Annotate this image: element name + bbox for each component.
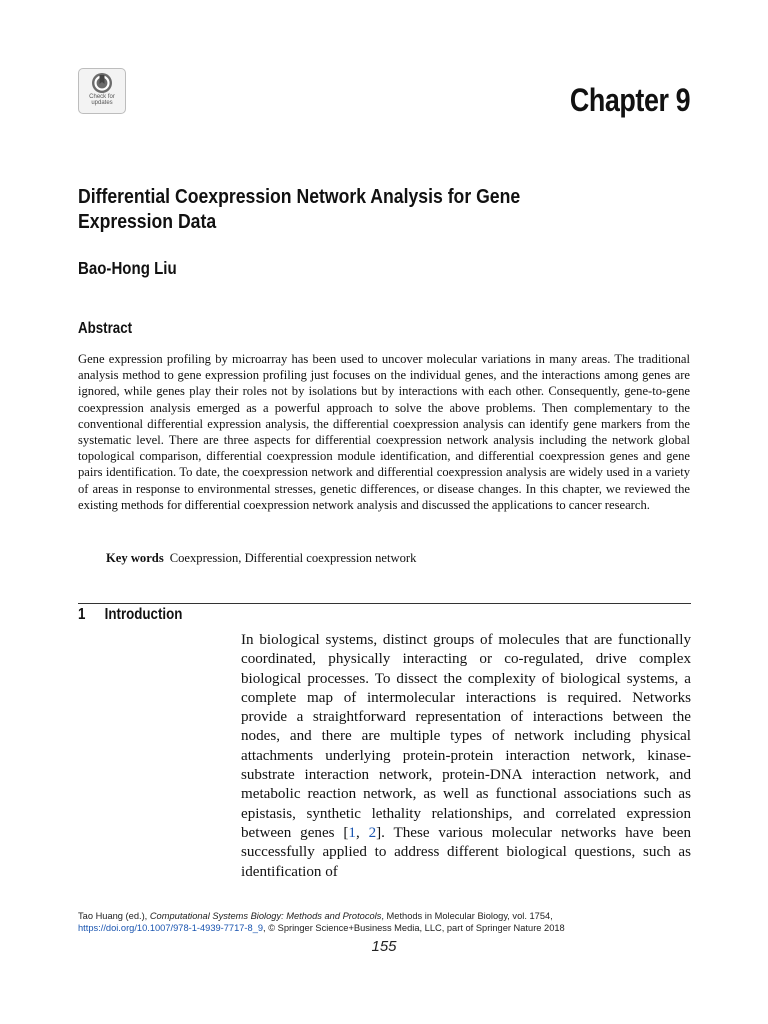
- footnote-line1: [78, 910, 698, 922]
- abstract-heading: Abstract: [78, 320, 133, 337]
- badge-label-line1: Check for: [89, 94, 115, 100]
- footnote-series: , Methods in Molecular Biology, vol. 1754,: [381, 911, 553, 921]
- citation-separator: ,: [355, 824, 369, 841]
- footnote-editor: Tao Huang (ed.),: [78, 911, 150, 921]
- abstract-text: Gene expression profiling by microarray has been used to uncover molecular variations in many areas. The traditional analysis method to gene expression profiling just focuses on the individual genes, and the interactions among genes are ignored, while genes play their roles not by isolations but by interactions with each other. Consequently, gene-to-gene coexpression analysis emerged as a powerful approach to solve the above problems. Then complementary to the conventional differential expression analysis, the differential coexpression analysis can identify gene markers from the systematic level. There are three aspects for differential coexpression network analysis including the network global topological comparison, differential coexpression module identification, and differential coexpression genes and gene pairs identification. To date, the coexpression network and differential coexpression analysis are widely used in a variety of areas in response to environmental stresses, genetic differences, or disease changes. In this chapter, we reviewed the existing methods for differential coexpression network analysis and discussed the applications to cancer research.: [78, 352, 690, 512]
- footnote-copyright: , © Springer Science+Business Media, LLC, part of Springer Nature 2018: [263, 923, 565, 933]
- page-number: 155: [371, 938, 397, 955]
- footnote-line2: [78, 922, 698, 934]
- section-number: 1: [78, 606, 86, 623]
- check-for-updates-badge[interactable]: [78, 68, 126, 114]
- section-title: Introduction: [104, 606, 183, 623]
- keywords-label: Key words: [106, 551, 164, 565]
- intro-text-after: ]. These various molecular networks have been successfully applied to address different biological questions, such as identification of: [241, 824, 691, 880]
- chapter-label: Chapter 9: [569, 82, 690, 118]
- intro-text-before: In biological systems, distinct groups of molecules that are functionally coordinated, physically interacting or co-regulated, drive complex biological processes. To dissect the complexity of biological systems, a complete map of intermolecular interactions is required. Networks provide a straightforward representation of interactions between the nodes, and there are multiple types of network including physical attachments underlying protein-protein interaction network, kinase-substrate interaction network, protein-DNA interaction network, and metabolic reaction network, as well as functional associations such as epistasis, synthetic lethality relationships, and correlated expression between genes [: [241, 632, 691, 841]
- chapter-title: Differential Coexpression Network Analysis for Gene Expression Data: [78, 185, 521, 233]
- footnote-book-title: Computational Systems Biology: Methods and Protocols: [149, 911, 382, 921]
- section-heading: [78, 606, 182, 624]
- section-divider: [78, 603, 691, 604]
- introduction-paragraph: [241, 631, 691, 882]
- doi-link[interactable]: https://doi.org/10.1007/978-1-4939-7717-8_9: [78, 923, 264, 933]
- keywords: [106, 551, 416, 566]
- citation-link-2[interactable]: 2: [368, 824, 377, 841]
- keywords-text: Coexpression, Differential coexpression network: [169, 551, 417, 565]
- footnote: [78, 910, 698, 934]
- badge-label-line2: updates: [91, 100, 113, 106]
- citation-link-1[interactable]: 1: [348, 824, 356, 841]
- bookmark-refresh-icon: [91, 72, 113, 94]
- author-name: Bao-Hong Liu: [78, 258, 177, 278]
